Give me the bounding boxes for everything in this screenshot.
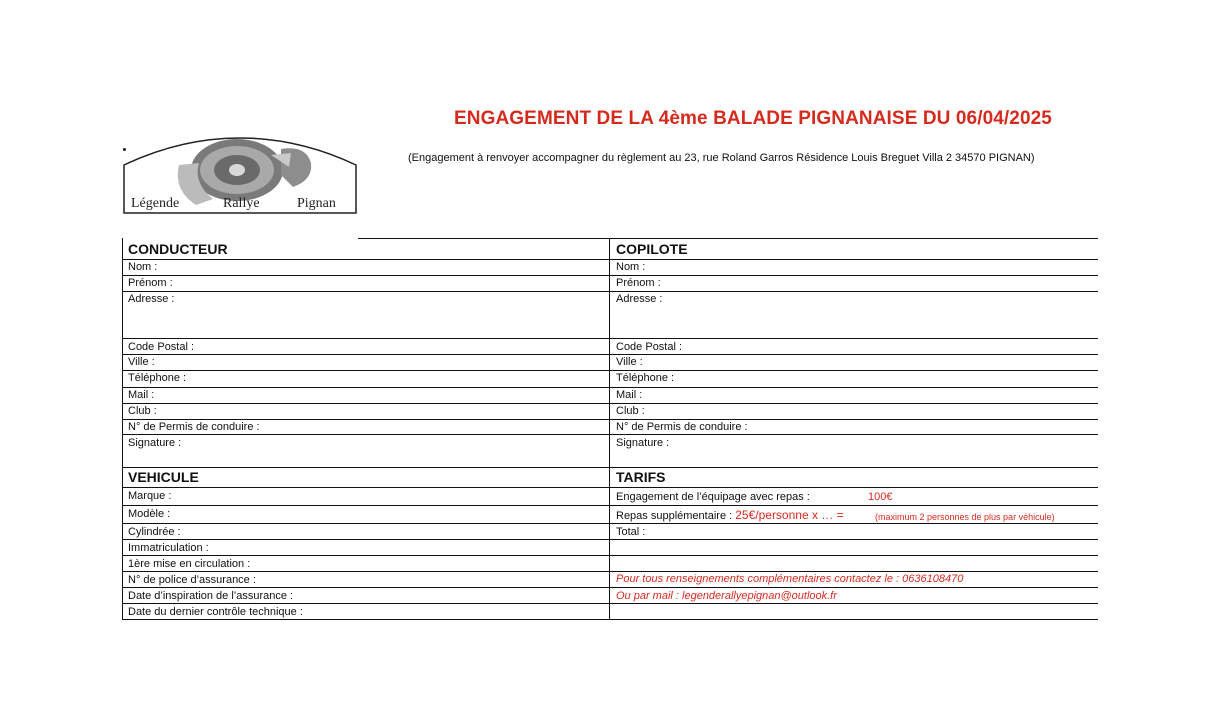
copilote-signature-field[interactable]: Signature : — [616, 437, 670, 449]
copilote-mail-field[interactable]: Mail : — [616, 389, 643, 401]
conducteur-mail-field[interactable]: Mail : — [128, 389, 155, 401]
copilote-ville-field[interactable]: Ville : — [616, 356, 643, 368]
tarif-repas-row — [616, 508, 844, 523]
copilote-telephone-field[interactable]: Téléphone : — [616, 372, 675, 384]
vehicule-mise-en-circulation-field[interactable]: 1ère mise en circulation : — [128, 558, 251, 570]
contact-mail-text: Ou par mail : legenderallyepignan@outlook.fr — [616, 590, 837, 602]
logo-word-pignan: Pignan — [297, 196, 336, 211]
row-line — [122, 275, 1098, 276]
vehicule-police-assurance-field[interactable]: N° de police d’assurance : — [128, 574, 256, 586]
row-line — [122, 370, 1098, 371]
tarif-repas-label: Repas supplémentaire : — [616, 510, 736, 522]
top-border — [358, 238, 1098, 239]
row-line — [122, 338, 1098, 339]
copilote-nom-field[interactable]: Nom : — [616, 261, 646, 273]
page-subtitle: (Engagement à renvoyer accompagner du règlement au 23, rue Roland Garros Résidence Louis Breguet Villa 2 34570 PIGNAN) — [408, 152, 1035, 164]
column-divider — [609, 238, 610, 620]
page-title: ENGAGEMENT DE LA 4ème BALADE PIGNANAISE DU 06/04/2025 — [454, 108, 1052, 129]
conducteur-nom-field[interactable]: Nom : — [128, 261, 158, 273]
copilote-permis-field[interactable]: N° de Permis de conduire : — [616, 421, 748, 433]
copilote-club-field[interactable]: Club : — [616, 405, 645, 417]
conducteur-adresse-field[interactable]: Adresse : — [128, 293, 175, 305]
row-line — [122, 587, 1098, 588]
row-line — [122, 487, 1098, 488]
row-line — [122, 555, 1098, 556]
vehicule-modele-field[interactable]: Modèle : — [128, 508, 171, 520]
left-border — [122, 238, 123, 620]
tarif-engagement-label: Engagement de l’équipage avec repas : — [616, 491, 810, 503]
row-line — [122, 539, 1098, 540]
row-line — [122, 259, 1098, 260]
vehicule-controle-technique-field[interactable]: Date du dernier contrôle technique : — [128, 606, 303, 618]
row-line — [122, 354, 1098, 355]
row-line — [122, 467, 1098, 468]
logo-word-rallye: Rallye — [223, 196, 260, 211]
tarif-engagement-price: 100€ — [868, 491, 893, 503]
registration-form — [122, 238, 1098, 620]
copilote-code-postal-field[interactable]: Code Postal : — [616, 341, 683, 353]
row-line — [122, 387, 1098, 388]
logo-word-legende: Légende — [131, 196, 180, 211]
vehicule-marque-field[interactable]: Marque : — [128, 490, 172, 502]
conducteur-ville-field[interactable]: Ville : — [128, 356, 155, 368]
contact-phone-text: Pour tous renseignements complémentaires contactez le : 0636108470 — [616, 573, 964, 585]
club-logo — [121, 135, 359, 215]
conducteur-prenom-field[interactable]: Prénom : — [128, 277, 173, 289]
row-line — [122, 505, 1098, 506]
conducteur-telephone-field[interactable]: Téléphone : — [128, 372, 187, 384]
copilote-heading: COPILOTE — [616, 241, 688, 257]
row-line — [122, 419, 1098, 420]
tarif-total-field[interactable]: Total : — [616, 526, 646, 538]
tarif-repas-note: (maximum 2 personnes de plus par véhicule) — [875, 512, 1055, 522]
conducteur-code-postal-field[interactable]: Code Postal : — [128, 341, 195, 353]
copilote-adresse-field[interactable]: Adresse : — [616, 293, 663, 305]
row-line — [122, 403, 1098, 404]
conducteur-heading: CONDUCTEUR — [128, 241, 228, 257]
tarifs-heading: TARIFS — [616, 469, 666, 485]
row-line — [122, 434, 1098, 435]
row-line — [122, 603, 1098, 604]
vehicule-heading: VEHICULE — [128, 469, 199, 485]
vehicule-date-assurance-field[interactable]: Date d’inspiration de l’assurance : — [128, 590, 294, 602]
conducteur-club-field[interactable]: Club : — [128, 405, 157, 417]
copilote-prenom-field[interactable]: Prénom : — [616, 277, 661, 289]
vehicule-cylindree-field[interactable]: Cylindrée : — [128, 526, 181, 538]
bottom-border — [122, 619, 1098, 620]
vehicule-immatriculation-field[interactable]: Immatriculation : — [128, 542, 209, 554]
conducteur-permis-field[interactable]: N° de Permis de conduire : — [128, 421, 260, 433]
conducteur-signature-field[interactable]: Signature : — [128, 437, 182, 449]
tarif-repas-price: 25€/personne x … = — [735, 508, 844, 522]
row-line — [122, 291, 1098, 292]
